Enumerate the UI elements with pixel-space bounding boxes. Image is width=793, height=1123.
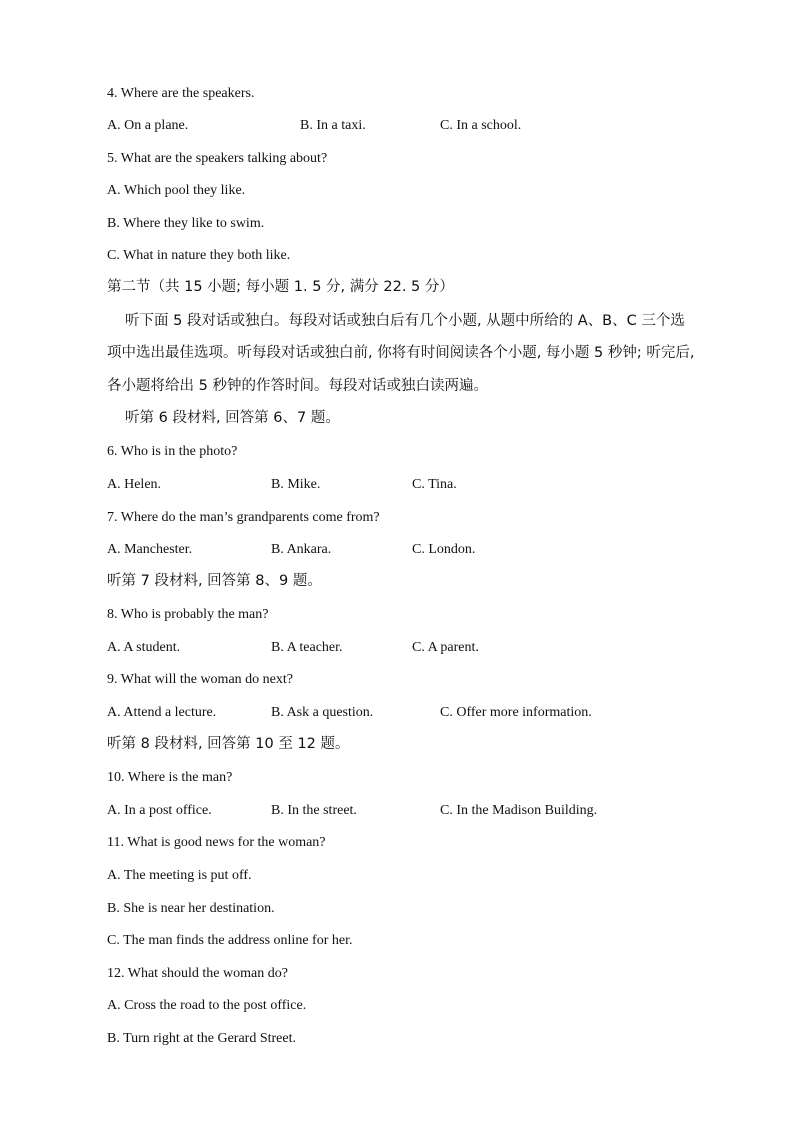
option-c: C. In a school. (440, 118, 522, 133)
instructions-line-3: 各小题将给出 5 秒钟的作答时间。每段对话或独白读两遍。 (107, 378, 488, 394)
section-2-title: 第二节（共 15 小题; 每小题 1. 5 分, 满分 22. 5 分） (107, 279, 454, 295)
question-5-option-c: C. What in nature they both like. (107, 248, 291, 263)
passage-7-heading: 听第 7 段材料, 回答第 8、9 题。 (107, 573, 322, 589)
option-a: A. On a plane. (107, 118, 189, 133)
option-b: B. Ask a question. (271, 705, 374, 720)
option-b: B. In the street. (271, 803, 357, 818)
question-9-stem: 9. What will the woman do next? (107, 672, 293, 687)
passage-6-heading: 听第 6 段材料, 回答第 6、7 题。 (125, 410, 340, 426)
question-5-stem: 5. What are the speakers talking about? (107, 151, 328, 166)
question-5-option-b: B. Where they like to swim. (107, 216, 265, 231)
question-11-stem: 11. What is good news for the woman? (107, 835, 326, 850)
question-5-option-a: A. Which pool they like. (107, 183, 246, 198)
question-7-stem: 7. Where do the man’s grandparents come from? (107, 510, 380, 525)
option-c: C. In the Madison Building. (440, 803, 598, 818)
option-a: A. In a post office. (107, 803, 212, 818)
option-a: A. Helen. (107, 477, 162, 492)
instructions-line-1: 听下面 5 段对话或独白。每段对话或独白后有几个小题, 从题中所给的 A、B、C 三个选 (125, 313, 685, 329)
option-a: A. Attend a lecture. (107, 705, 217, 720)
question-4-stem: 4. Where are the speakers. (107, 86, 255, 101)
option-b: B. In a taxi. (300, 118, 366, 133)
passage-8-heading: 听第 8 段材料, 回答第 10 至 12 题。 (107, 736, 350, 752)
question-8-stem: 8. Who is probably the man? (107, 607, 269, 622)
question-6-stem: 6. Who is in the photo? (107, 444, 238, 459)
option-c: C. Tina. (412, 477, 457, 492)
option-c: C. London. (412, 542, 476, 557)
question-11-option-a: A. The meeting is put off. (107, 868, 252, 883)
question-12-option-a: A. Cross the road to the post office. (107, 998, 307, 1013)
question-11-option-c: C. The man finds the address online for her. (107, 933, 353, 948)
instructions-line-2: 项中选出最佳选项。听每段对话或独白前, 你将有时间阅读各个小题, 每小题 5 秒钟; 听完后, (107, 345, 695, 361)
question-11-option-b: B. She is near her destination. (107, 901, 275, 916)
option-b: B. Mike. (271, 477, 321, 492)
question-12-stem: 12. What should the woman do? (107, 966, 288, 981)
question-12-option-b: B. Turn right at the Gerard Street. (107, 1031, 296, 1046)
question-10-stem: 10. Where is the man? (107, 770, 233, 785)
option-c: C. A parent. (412, 640, 479, 655)
option-a: A. Manchester. (107, 542, 193, 557)
option-b: B. Ankara. (271, 542, 332, 557)
option-b: B. A teacher. (271, 640, 343, 655)
option-c: C. Offer more information. (440, 705, 592, 720)
option-a: A. A student. (107, 640, 181, 655)
